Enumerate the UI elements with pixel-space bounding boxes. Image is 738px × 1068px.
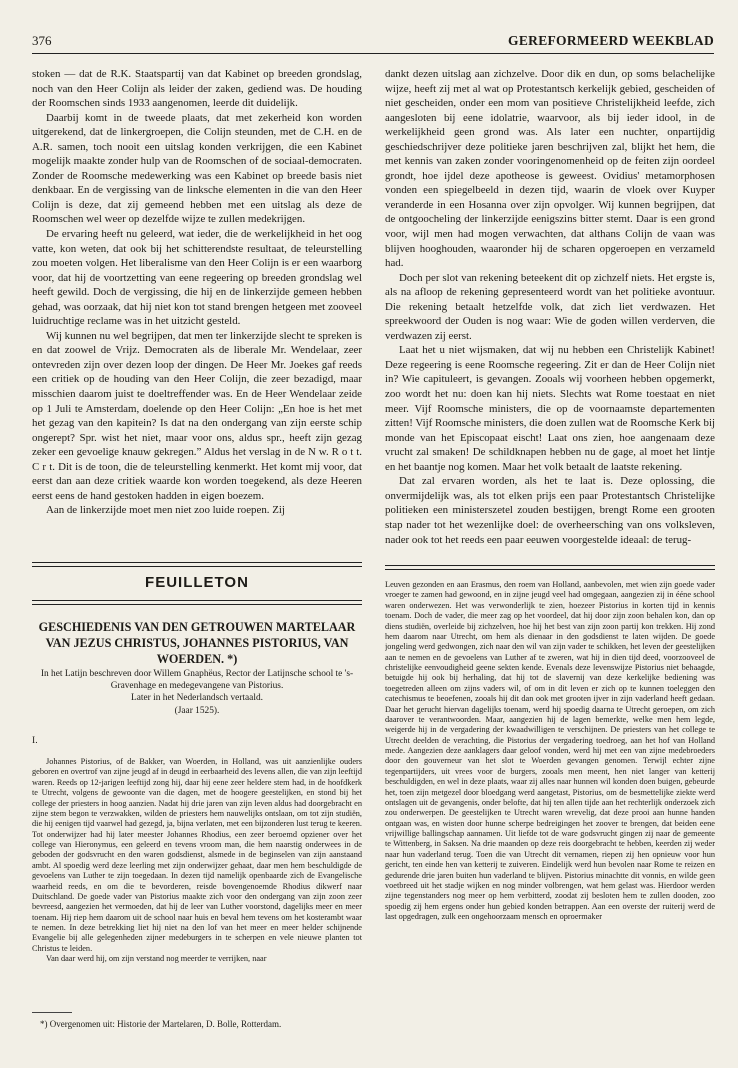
page-number: 376 (32, 33, 52, 48)
paragraph: dankt dezen uitslag aan zichzelve. Door dik en dun, op soms belachelijke wijze, heeft zij met al wat op Protestantsch kerkelijk gebied, gescheiden of niet gescheiden, onder een mom van positieve Christelijkheid leefde, zich aangesloten bij eene idolatrie, waarvoor, als bij ieder idool, in de werkelijkheid geen grond was. Als later een nuchter, onpartijdig geschiedschrijver deze politieke jaren beschrijven zal, blijkt het hem, die met kennis van zaken zonder vooringenomenheid op de feiten zijn oordeel grondt, hoe ijdel deze apotheose is geweest. Ovidius' metamorphosen vonden een spiegelbeeld in dezen tijd, waarin de vloek over Kuyper veranderde in een Hosanna over zijn opvolger. Wij kunnen begrijpen, dat de ontgoocheling der linkerzijde eenigszins bitter stemt. Daar is een grond voor, wijl men had mogen verwachten, dat althans Colijn de vaan was blijven hooghouden, waaronder hij de scharen opgeroepen en verzameld had. (385, 68, 715, 270)
paragraph: Aan de linkerzijde moet men niet zoo luide roepen. Zij (46, 504, 285, 517)
feuilleton-heading: FEUILLETON (145, 574, 249, 591)
article-title: GESCHIEDENIS VAN DEN GETROUWEN MARTELAAR VAN JEZUS CHRISTUS, JOHANNES PISTORIUS, VAN WOERDEN. *) (38, 620, 356, 666)
paragraph: Doch per slot van rekening beteekent dit op zichzelf niets. Het ergste is, als na afloop de rekening gepresenteerd wordt van het politieke avontuur. Die rekening betaalt hetzelfde volk, dat zich liet verdwazen. Het spreekwoord der Ouden is nog waar: Wie de goden willen verderven, die verdwazen zij eerst. (385, 271, 715, 342)
banner-top-rule (32, 562, 362, 567)
subtitle-line: Later in het Nederlandsch vertaald. (131, 693, 263, 704)
page-header (32, 33, 714, 55)
journal-title: GEREFORMEERD WEEKBLAD (508, 33, 714, 48)
article-subtitle (32, 668, 362, 717)
paragraph: stoken — dat de R.K. Staatspartij van dat Kabinet op breeden grondslag, noch van den Heer Colijn als leider der zaken, gediend was. De houding der Roomschen sinds 1933 aangenomen, leerde dit duidelijk. (32, 68, 362, 110)
paragraph: Daarbij komt in de tweede plaats, dat met zekerheid kon worden uitgerekend, dat de linkergroepen, die Colijn steunden, met de C.H. en de A.R. samen, toch nooit een uitslag konden verkrijgen, die een Kabinet mogelijk maakte zonder hulp van de Roomschen of de sociaal-democraten. Zonder de Roomsche medewerking was een Kabinet op breede basis niet denkbaar. En de vergissing van de linksche elementen in die van den Heer Colijn is deze, dat zij gemeend hebben met een uitslag als deze de Roomschen wel weer op dezelfde wijze te zullen medekrijgen. (32, 111, 362, 226)
subtitle-line: (Jaar 1525). (174, 705, 220, 716)
footnote: *) Overgenomen uit: Historie der Martelaren, D. Bolle, Rotterdam. (40, 1019, 282, 1029)
feuilleton-left-column (32, 757, 362, 1009)
paragraph: Laat het u niet wijsmaken, dat wij nu hebben een Christelijk Kabinet! Deze regeering is eene Roomsche regeering. Zit er dan de Heer Colijn niet in? Wie capituleert, is gevangen. Zooals wij voorheen hebben opgemerkt, zoo wordt het nu: doen kan hij niets. Slechts wat Rome toestaat en niet meer. Vijf Roomsche ministers, die op de voornaamste departementen zitten! Vijf Roomsche ministers, die doen zullen wat de Roomsche Kerk bij monde van het Episcopaat eischt! Laat ons zien, hoe aangenaam deze vrucht zal smaken! De schildknapen hebben nu de gage, al moet het lintje en het baantje nog komen. Maar het volk betaalt de laatste rekening. (385, 344, 715, 473)
editorial-left-column (32, 67, 362, 642)
feuilleton-banner (32, 562, 362, 606)
paragraph: Dat zal ervaren worden, als het te laat is. Deze oplossing, die onvermijdelijk was, als tot elken prijs een paar Protestantsch Christelijke politieken een ministerszetel zouden bestijgen, brengt Rome een grooten stap nader tot het wezenlijke doel: de overheersching van ons volksleven, nader ook tot het reeds een paar eeuwen voorgestelde ideaal: de terug- (385, 475, 715, 546)
footnote-rule (32, 1012, 72, 1013)
paragraph: De ervaring heeft nu geleerd, wat ieder, die de werkelijkheid in het oog vatte, kon weten, dat ook bij het schitterendste resultaat, de teleurstelling zou moeten volgen. Het liberalisme van den Heer Colijn is er een waarborg voor, dat hij de voortzetting van eene regeering op breeden grondslag wel heeft gewild. Doch de vergissing, die hij en de linkerzijde gemeen hebben gehad, was oorzaak, dat hij niet kon tot stand brengen hetgeen met zooveel luidruchtige reclame was in het uitzicht gesteld. (32, 228, 362, 328)
paragraph: Johannes Pistorius, of de Bakker, van Woerden, in Holland, was uit aanzienlijke ouders geboren en overtrof van zijne jeugd af in deugd in eerbaarheid des levens allen, die van zijn leeftijd waren. Reeds op 12-jarigen leeftijd zong hij, daar hij eene zeer heldere stem had, in de hoofdkerk te Utrecht, volgens de gewoonte van die dagen, met de hoogere geestelijken, en stond bij het college der priesters in hoog aanzien. Nadat hij drie jaren van zijn leven aldus had doorgebracht en zijne stem begon te verzwakken, wilden de priesters hem nauwelijks ontslaan, om tot zijn studiën, die hij eenigen tijd vaarwel had gezegd, ja, bijna verlaten, met een bijzonderen lust terug te keeren. Tot onderwijzer had hij later meester Johannes Rhodius, een zeer beroemd opziener over het college van Hieronymus, een geleerd en tevens vroom man, die hem naarstig onderwees in de geboden der godsvrucht en den waren godsdienst, alsmede in de beginselen van zijn aanstaand ambt. Al spoedig werd deze leerling met zijn onderwijzer gehaat, daar men hem beschuldigde de gevoelens van Luther te zijn toegedaan. In dezen tijd namelijk openbaarde zich de Evangelische waarheid reeds, en om die te bevorderen, reisde bovengenoemde Rhodius dikwerf naar Duitschland. De goede vader van Pistorius maakte zich voor den ondergang van zijn zoon zeer bevreesd, aangezien het vermoeden, dat hij de leer van Luther voorstond, dagelijks meer en meer toenam. Hij riep hem daarom uit de school naar huis en beval hem tevens om het kosterambt waar te nemen. In deze betrekking liet hij niet na den lof van het meer en meer helder schijnende Evangelie bij alle gelegenheden zijner medeburgers in te scherpen en vele nieuwe planten tot Christus te leiden. (32, 757, 362, 953)
paragraph: Wij kunnen nu wel begrijpen, dat men ter linkerzijde slecht te spreken is en dat zoowel de Vrijz. Democraten als de liberale Mr. Wendelaar, zeer ontevreden zijn over dezen loop der dingen. De Heer Mr. Joekes gaf reeds een critiek op de houding van den Heer Colijn, die zeer bezadigd, maar misschien daarom juist te doeltreffender was. En de Heer Wendelaar zeide op 1 Juli te Amsterdam, doelende op den Heer Colijn: „En hoe is het met het gezag van den kapitein? Is dat na den ondergang van zijn eerste schip ongerept? Spr. wist het niet, maar voor ons, aldus spr., heeft zijn gezag zeker een gevoelige knauw gekregen.” Aldus het verslag in de N w. R o t t. C r t. Dit is de toon, die de teleurstelling kenmerkt. Het komt mij voor, dat eerst dan aan deze critiek waarde kon worden toegekend, als deze Heeren eerst eens de hand gestoken hadden in eigen boezem. (32, 329, 362, 502)
subtitle-line: In het Latijn beschreven door Willem Gnaphëus, Rector der Latijnsche school te 's-Gravenhage en medegevangene van Pistorius. (40, 669, 354, 692)
feuilleton-right-column (385, 580, 715, 1050)
header-rule (32, 53, 714, 54)
editorial-right-column (385, 67, 715, 552)
section-number: I. (32, 735, 38, 746)
paragraph: Van daar werd hij, om zijn verstand nog meerder te verrijken, naar (46, 954, 267, 964)
paragraph: Leuven gezonden en aan Erasmus, den roem van Holland, aanbevolen, met wien zijn goede vader vroeger te zamen had gewoond, en in zijne jeugd veel had omgegaan, aangezien zij in ééne school waren onderwezen. Het was verwonderlijk te zien, hoezeer Pistorius in korten tijd in kennis toenam. Doch de vader, die meer zag op het voordeel, dat hij door zijn zoon behalen kon, dan op diens studiën, overleide bij zichzelven, hoe hij het best van zijn zoon partij kon trekken. Hij zond hem daarom naar Utrecht, om hem als dienaar in den godsdienst te laten wijden. De goede jongeling werd gedwongen, zich naar den wil van zijn vader te schikken, het leven der geestelijken aan te nemen en de gevoelens van Luther af te zweren, wat hij in dien tijd deed, voorzooveel de christelijke eenvoudigheid geene sekten kende. Evenals deze levenswijze Pistorius niet behaagde, betuigde hij ook bij herhaling, dat hij tot de slavernij van deze kerkelijke bediening was toegetreden alleen om zijns vaders wil, of om in dit leven er zich op te kunnen toeleggen den catechismus te beoefenen, zooals hij dit dan ook met grooten ijver in zijn vaderland heeft gedaan. Daar het gerucht hiervan dagelijks toenam, werd hij spoedig daarna te Utrecht geroepen, om zich daarover te verantwoorden. Maar, aangezien hij de lagen bemerkte, welke men hem legde, weigerde hij in de vergadering der kwaadwilligen te verschijnen. De priesters van het college te Utrecht deelden de verachting, die Pistorius der vergadering toedroeg, aan het hof van Holland mede. Aangezien deze aanklagers daar geloof vonden, werd hij met een van zijne medebroeders door den gouverneur van het slot te Woerden gevangen genomen. Terwijl echter zijne tegenpartijders, uit vrees voor de burgers, zooals men meent, hen niet langer van ketterij beschuldigden, en wel in deze plaats, waar zij alles naar hunnen wil konden doen buigen, gebeurde het, toen zijn metgezel door bloedgang werd aangetast, Pistorius, om de besmettelijke ziekte werd ontslagen uit de gevangenis, onder belofte, dat hij ten allen tijde aan het rechterlijk onderzoek zich zou onderwerpen. De geestelijken te Utrecht waren wrevelig, dat deze prooi aan hunne handen ontgaan was, en wisten door hunne scherpe bedreigingen het zoover te brengen, dat beiden eene vrijwillige ballingschap aannamen. Uit liefde tot de ware godsvrucht gingen zij naar de gemeente te Wittenberg, in Saksen. Na drie maanden op deze reis doorgebracht te hebben, keerden zij weder naar hun vaderland terug. Toen die van Utrecht dit vernamen, riepen zij hen opnieuw voor hun gericht, ten einde hen van ketterij te zuiveren. Eindelijk werd hun bevolen naar Rome te reizen en gedurende drie jaren buiten hun vaderland te blijven. Pistorius minachtte dit vonnis, en wilde geen voetbreed uit het stadje wijken en nog minder volbrengen, wat hem gelast was. Hierdoor werden zijne tegenstanders nog meer op hem verbitterd, zoodat zij besloten hem te zullen dooden, zoo spoedig zij hem ergens onder hun gebied konden betrappen. Aan een overste der ruiterij werd de last opgedragen, zulk een ongehoorzaam mensch en oproermaker (385, 580, 715, 921)
banner-bottom-rule (32, 600, 362, 605)
right-column-rule (385, 565, 715, 570)
